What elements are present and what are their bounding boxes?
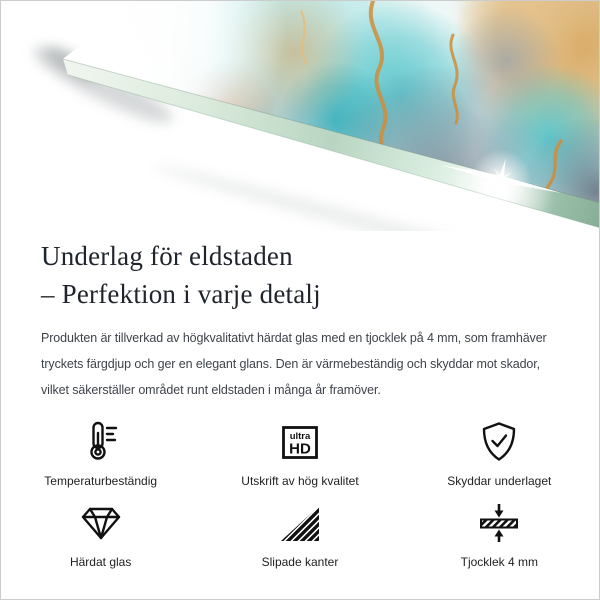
page-title-line1: Underlag för eldstaden xyxy=(41,241,293,271)
beveled-edges-icon xyxy=(277,500,323,546)
diamond-icon xyxy=(78,500,124,546)
feature-temperature-resistant xyxy=(1,419,200,488)
page-title xyxy=(41,237,559,313)
feature-polished-edges xyxy=(200,500,399,569)
feature-label: Tjocklek 4 mm xyxy=(460,555,538,569)
svg-text:HD: HD xyxy=(289,440,311,458)
page-title-line2: – Perfektion i varje detalj xyxy=(41,279,321,309)
thermometer-icon xyxy=(78,419,124,465)
shield-check-icon xyxy=(476,419,522,465)
description-line: vilket säkerställer området runt eldstaden i många år framöver. xyxy=(41,383,381,397)
feature-label: Härdat glas xyxy=(69,555,132,569)
feature-thickness xyxy=(400,500,599,569)
feature-grid xyxy=(1,419,599,569)
feature-tempered-glass xyxy=(1,500,200,569)
feature-label: Skyddar underlaget xyxy=(447,474,552,488)
feature-print-quality xyxy=(200,419,399,488)
feature-label: Utskrift av hög kvalitet xyxy=(241,474,359,488)
feature-protects-floor xyxy=(400,419,599,488)
thickness-arrows-icon xyxy=(476,500,522,546)
feature-label: Slipade kanter xyxy=(261,555,339,569)
ultra-hd-icon xyxy=(277,419,323,465)
svg-text:ultra: ultra xyxy=(289,431,311,442)
product-photo xyxy=(1,1,600,231)
description-line: tryckets färgdjup och ger en elegant glans. Den är värmebeständig och skyddar mot skador, xyxy=(41,357,541,371)
description-line: Produkten är tillverkad av högkvalitativt härdat glas med en tjocklek på 4 mm, som framhäver xyxy=(41,331,547,345)
product-description xyxy=(41,325,563,403)
feature-label: Temperaturbeständig xyxy=(44,474,158,488)
